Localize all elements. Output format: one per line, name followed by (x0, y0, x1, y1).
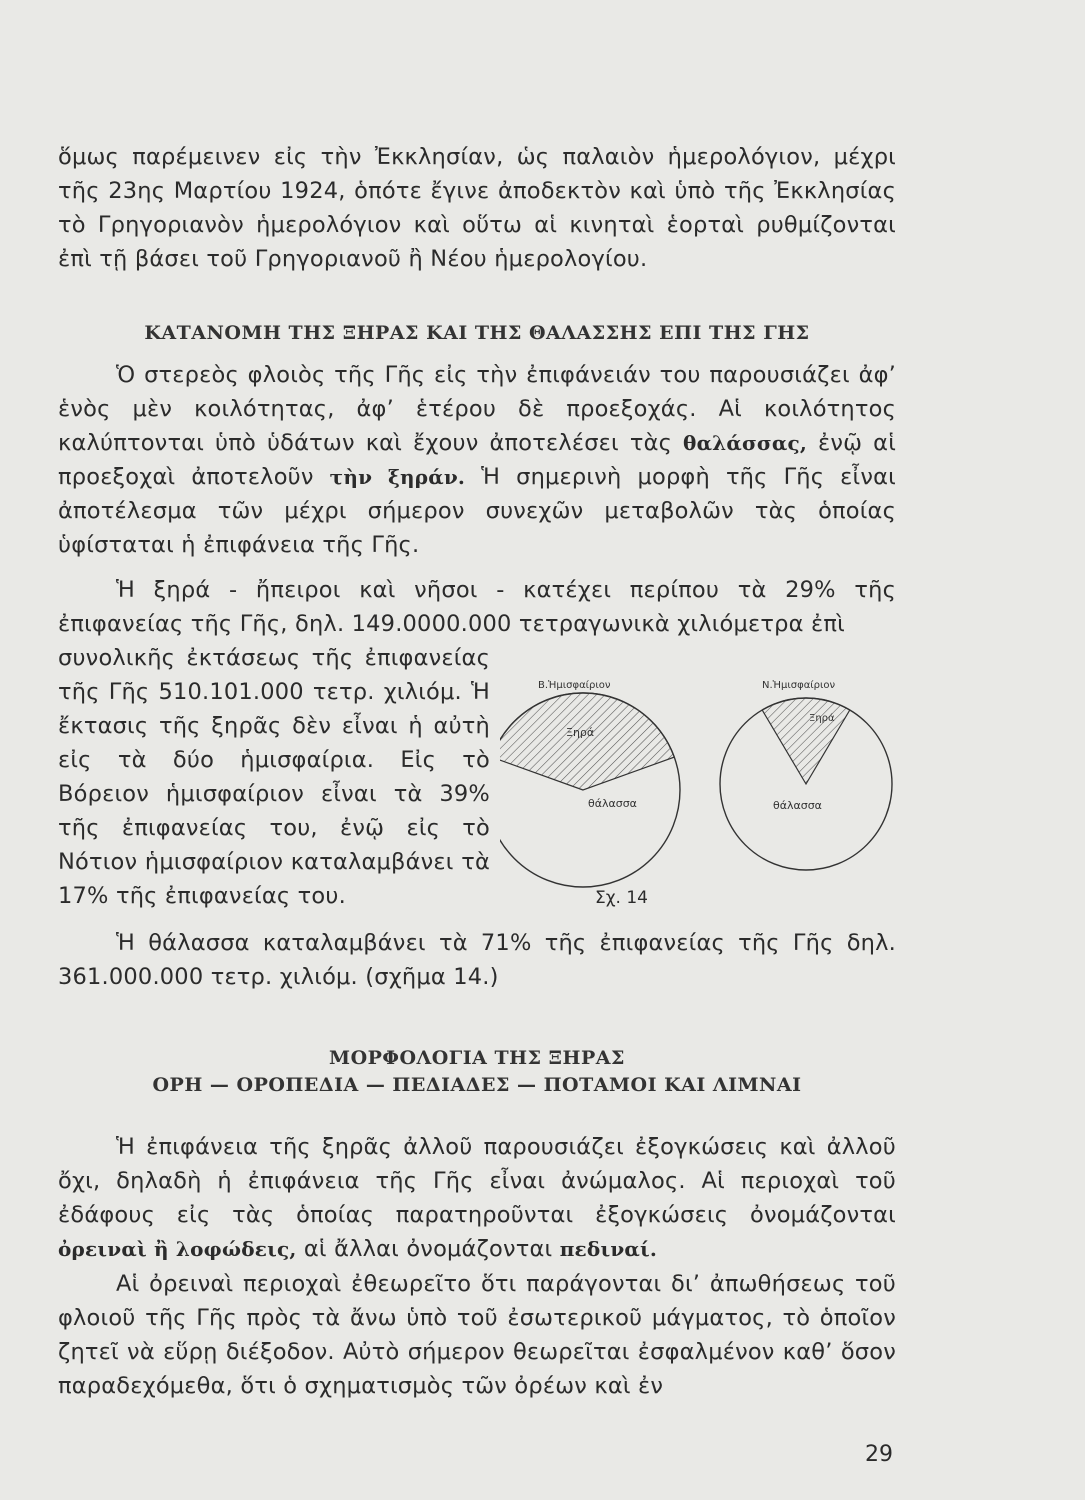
north-sea-label: θάλασσα (588, 797, 637, 810)
north-land-label: Ξηρά (566, 726, 595, 739)
paragraph-mountains: Αἱ ὀρειναὶ περιοχαὶ ἐθεωρεῖτο ὅτι παράγονται δι’ ἀπωθήσεως τοῦ φλοιοῦ τῆς Γῆς πρὸς τὰ ἄνω ὑπὸ τοῦ ἐσωτερικοῦ μάγματος, τὸ ὁποῖον ζητεῖ νὰ εὕρῃ διέξοδον. Αὐτὸ σήμερον θεωρεῖται ἐσφαλμένον καθ’ ὅσον παραδεχόμεθα, ὅτι ὁ σχηματισμὸς τῶν ὀρέων καὶ ἐν (58, 1271, 896, 1399)
paragraph-crust-text-c: Ἡ σημερινὴ μορφὴ τῆς Γῆς εἶναι ἀποτέλεσμα τῶν μέχρι σήμερον συνεχῶν μεταβολῶν τὰς ὁποίας ὑφίσταται ἡ ἐπιφάνεια τῆς Γῆς. (58, 464, 896, 558)
south-sea-label: θάλασσα (773, 799, 822, 812)
paragraph-crust (58, 358, 896, 562)
paragraph-hemispheres: συνολικῆς ἐκτάσεως τῆς ἐπιφανείας τῆς Γῆς 510.101.000 τετρ. χιλιόμ. Ἡ ἔκτασις τῆς ξηρᾶς δὲν εἶναι ἡ αὐτὴ εἰς τὰ δύο ἡμισφαίρια. Εἰς τὸ Βόρειον ἡμισφαίριον εἶναι τὰ 39% τῆς ἐπιφανείας του, ἐνῷ εἰς τὸ Νότιον ἡμισφαίριον καταλαμβάνει τὰ 17% τῆς ἐπιφανείας του. (58, 645, 490, 909)
south-hemisphere-label: Ν.Ἡμισφαίριον (762, 680, 836, 691)
term-seas: θαλάσσας, (683, 431, 807, 455)
page-number: 29 (865, 1442, 893, 1467)
paragraph-relief-text-b: αἱ ἄλλαι ὀνομάζονται (303, 1236, 553, 1262)
paragraph-crust-text-b: ἐνῷ αἱ προεξοχαὶ ἀποτελοῦν (58, 430, 897, 490)
north-hemisphere-label: Β.Ἡμισφαίριον (538, 680, 611, 691)
term-mountainous: ὀρειναὶ ἢ λοφώδεις, (58, 1237, 297, 1261)
section-subheading-landforms: ΟΡΗ — ΟΡΟΠΕΔΙΑ — ΠΕΔΙΑΔΕΣ — ΠΟΤΑΜΟΙ ΚΑΙ ΛΙΜΝΑΙ (152, 1074, 802, 1096)
term-land: τὴν ξηράν. (329, 465, 466, 489)
paragraph-land-share: Ἡ ξηρά - ἤπειροι καὶ νῆσοι - κατέχει περίπου τὰ 29% τῆς ἐπιφανείας τῆς Γῆς, δηλ. 149.0000.000 τετραγωνικὰ χιλιόμετρα ἐπὶ (58, 577, 896, 637)
term-plains: πεδιναί. (559, 1237, 658, 1261)
paragraph-crust-text-a: Ὁ στερεὸς φλοιὸς τῆς Γῆς εἰς τὴν ἐπιφάνειάν του παρουσιάζει ἀφ’ ἑνὸς μὲν κοιλότητας, ἀφ’ ἑτέρου δὲ προεξοχάς. Αἱ κοιλότητος καλύπτονται ὑπὸ ὑδάτων καὶ ἔχουν ἀποτελέσει τὰς (58, 362, 896, 456)
section-heading-morphology: ΜΟΡΦΟΛΟΓΙΑ ΤΗΣ ΞΗΡΑΣ (329, 1047, 625, 1069)
south-land-label: Ξηρά (809, 713, 835, 724)
south-land-sector (762, 698, 850, 784)
paragraph-relief (58, 1130, 896, 1266)
paragraph-calendar: ὅμως παρέμεινεν εἰς τὴν Ἐκκλησίαν, ὡς παλαιὸν ἡμερολόγιον, μέχρι τῆς 23ης Μαρτίου 1924, ὁπότε ἔγινε ἀποδεκτὸν καὶ ὑπὸ τῆς Ἐκκλησίας τὸ Γρηγοριανὸν ἡμερολόγιον καὶ οὕτω αἱ κινηταὶ ἑορταὶ ρυθμίζονται ἐπὶ τῇ βάσει τοῦ Γρηγοριανοῦ ἢ Νέου ἡμερολογίου. (58, 144, 896, 272)
north-land-sector (500, 693, 674, 790)
section-heading-land-sea: ΚΑΤΑΝΟΜΗ ΤΗΣ ΞΗΡΑΣ ΚΑΙ ΤΗΣ ΘΑΛΑΣΣΗΣ ΕΠΙ ΤΗΣ ΓΗΣ (144, 322, 810, 344)
paragraph-sea-share: Ἡ θάλασσα καταλαμβάνει τὰ 71% τῆς ἐπιφανείας τῆς Γῆς δηλ. 361.000.000 τετρ. χιλιόμ. (σχῆμα 14.) (58, 930, 896, 990)
hemisphere-diagram (500, 672, 900, 917)
figure-caption: Σχ. 14 (595, 888, 649, 908)
paragraph-relief-text-a: Ἡ ἐπιφάνεια τῆς ξηρᾶς ἀλλοῦ παρουσιάζει ἐξογκώσεις καὶ ἀλλοῦ ὄχι, δηλαδὴ ἡ ἐπιφάνεια τῆς Γῆς εἶναι ἀνώμαλος. Αἱ περιοχαὶ τοῦ ἐδάφους εἰς τὰς ὁποίας παρατηροῦνται ἐξογκώσεις ὀνομάζονται (58, 1134, 896, 1228)
hemisphere-figure (500, 672, 900, 917)
